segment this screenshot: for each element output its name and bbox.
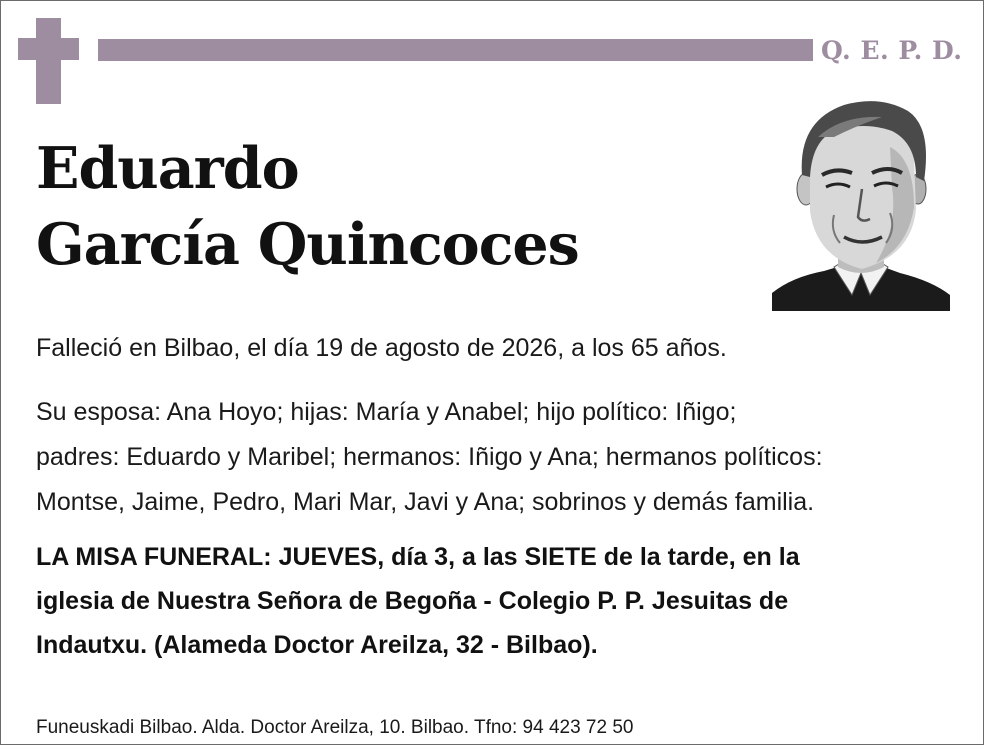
deceased-name (36, 131, 579, 283)
funeral-line: iglesia de Nuestra Señora de Begoña - Colegio P. P. Jesuitas de (36, 587, 789, 615)
funeral-home-footer: Funeuskadi Bilbao. Alda. Doctor Areilza, 10. Bilbao. Tfno: 94 423 72 50 (36, 717, 634, 738)
qepd-label: Q. E. P. D. (821, 36, 963, 65)
family-line: Montse, Jaime, Pedro, Mari Mar, Javi y Ana; sobrinos y demás familia. (36, 488, 815, 516)
cross-icon-arm (18, 38, 79, 60)
surnames: García Quincoces (36, 211, 579, 278)
first-name: Eduardo (36, 135, 299, 202)
funeral-line: Indautxu. (Alameda Doctor Areilza, 32 - Bilbao). (36, 631, 598, 659)
cross-icon (36, 18, 61, 104)
header-bar (98, 39, 813, 61)
family-line: padres: Eduardo y Maribel; hermanos: Iñigo y Ana; hermanos políticos: (36, 443, 823, 471)
family-list (36, 390, 823, 525)
family-line: Su esposa: Ana Hoyo; hijas: María y Anabel; hijo político: Iñigo; (36, 398, 737, 426)
funeral-line: LA MISA FUNERAL: JUEVES, día 3, a las SIETE de la tarde, en la (36, 543, 800, 571)
funeral-mass-details (36, 535, 800, 667)
portrait-photo (772, 97, 950, 311)
death-details: Falleció en Bilbao, el día 19 de agosto de 2026, a los 65 años. (36, 334, 727, 362)
